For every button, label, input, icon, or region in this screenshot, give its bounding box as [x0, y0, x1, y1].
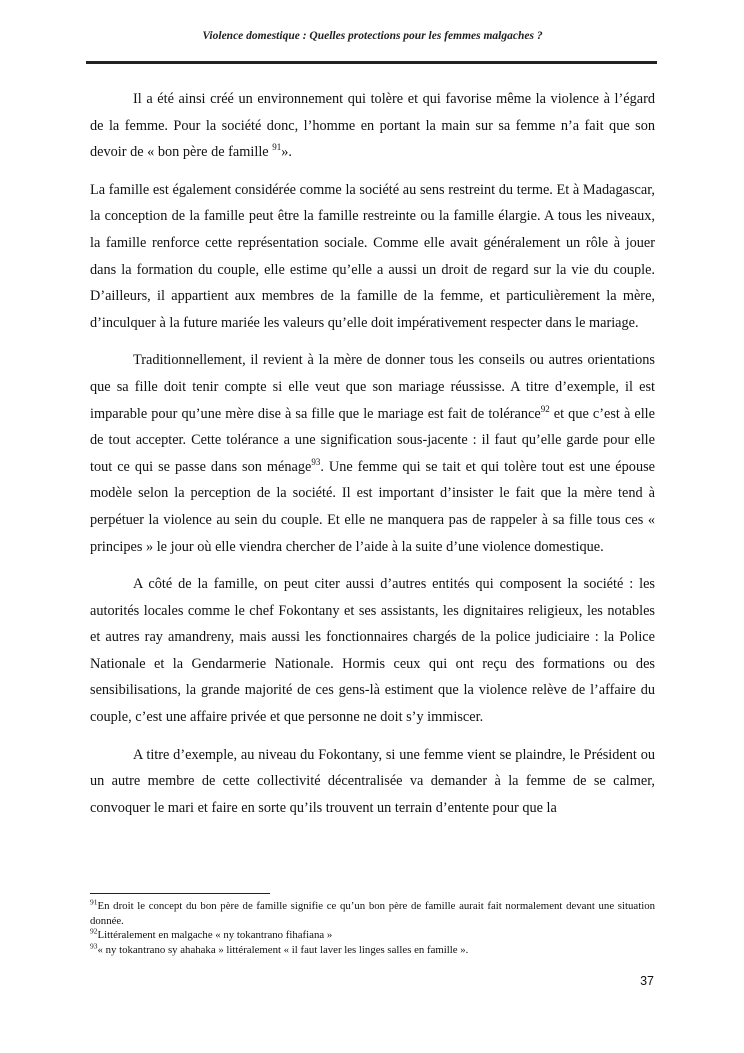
footnote-ref-91[interactable]: 91 [272, 142, 282, 153]
body-text [90, 86, 655, 832]
paragraph-3: Traditionnellement, il revient à la mère de donner tous les conseils ou autres orientations que sa fille doit tenir compte si elle veut que son mariage réussisse. A titre d’exemple, il est imparable pour qu’une mère dise à sa fille que le mariage est fait de tolérance$^{92}$ et que c’est à elle de tout accepter. Cette tolérance a une signification sous-jacente : il faut qu’elle garde pour elle tout ce qui se passe dans son ménage$^{93}$. Une femme qui se tait et qui tolère tout est une épouse modèle selon la perception de la société. Il est important d’insister le fait que la mère tend à perpétuer la violence au sein du couple. Et elle ne manquera pas de rappeler à sa fille tous ces « principes » le jour où elle viendra chercher de l’aide à la suite d’une violence domestique. [90, 352, 656, 555]
footnote-divider [90, 893, 270, 894]
header-divider [86, 61, 657, 64]
paragraph-4: A côté de la famille, on peut citer aussi d’autres entités qui composent la société : les autorités locales comme le chef Fokontany et ses assistants, les dignitaires religieux, les notables et autres ray amandreny, mais aussi les fonctionnaires chargés de la police judiciaire : la Police Nationale et la Gendarmerie Nationale. Hormis ceux qui ont reçu des formations ou des sensibilisations, la grande majorité de ces gens-là estiment que la violence relève de l’affaire du couple, c’est une affaire privée et que personne ne doit s’y immiscer. [90, 576, 655, 726]
running-header: Violence domestique : Quelles protections pour les femmes malgaches ? [202, 30, 543, 42]
footnote-ref-93[interactable]: 93 [311, 456, 321, 467]
paragraph-2: La famille est également considérée comme la société au sens restreint du terme. Et à Madagascar, la conception de la famille peut être la famille restreinte ou la famille élargie. A tous les niveaux, la famille renforce cette représentation sociale. Comme elle avait généralement un rôle à jouer dans la formation du couple, elle estime qu’elle a aussi un droit de regard sur la vie du couple. D’ailleurs, il appartient aux membres de la famille de la femme, et particulièrement la mère, d’inculquer à la future mariée les valeurs qu’elle doit impérativement respecter dans le mariage. [90, 181, 655, 331]
footnote-93: $^{93}$« ny tokantrano sy ahahaka » littéralement « il faut laver les linges salles en famille ». [90, 941, 469, 956]
footnote-ref-92[interactable]: 92 [540, 403, 550, 414]
footnote-91: $^{91}$En droit le concept du bon père de famille signifie ce qu’un bon père de famille aurait fait normalement devant une situation donnée. [90, 897, 655, 927]
footnote-92: $^{92}$Littéralement en malgache « ny tokantrano fihafiana » [90, 926, 333, 942]
page-number: 37 [640, 974, 654, 988]
footnotes [90, 899, 655, 957]
paragraph-5: A titre d’exemple, au niveau du Fokontany, si une femme vient se plaindre, le Président ou un autre membre de cette collectivité décentralisée va demander à la femme de se calmer, convoquer le mari et faire en sorte qu’ils trouvent un terrain d’entente pour que la [90, 746, 655, 816]
paragraph-1: Il a été ainsi créé un environnement qui tolère et qui favorise même la violence à l’égard de la femme. Pour la société donc, l’homme en portant la main sur sa femme n’a fait que son devoir de « bon père de famille $^{91}$». [90, 91, 655, 161]
